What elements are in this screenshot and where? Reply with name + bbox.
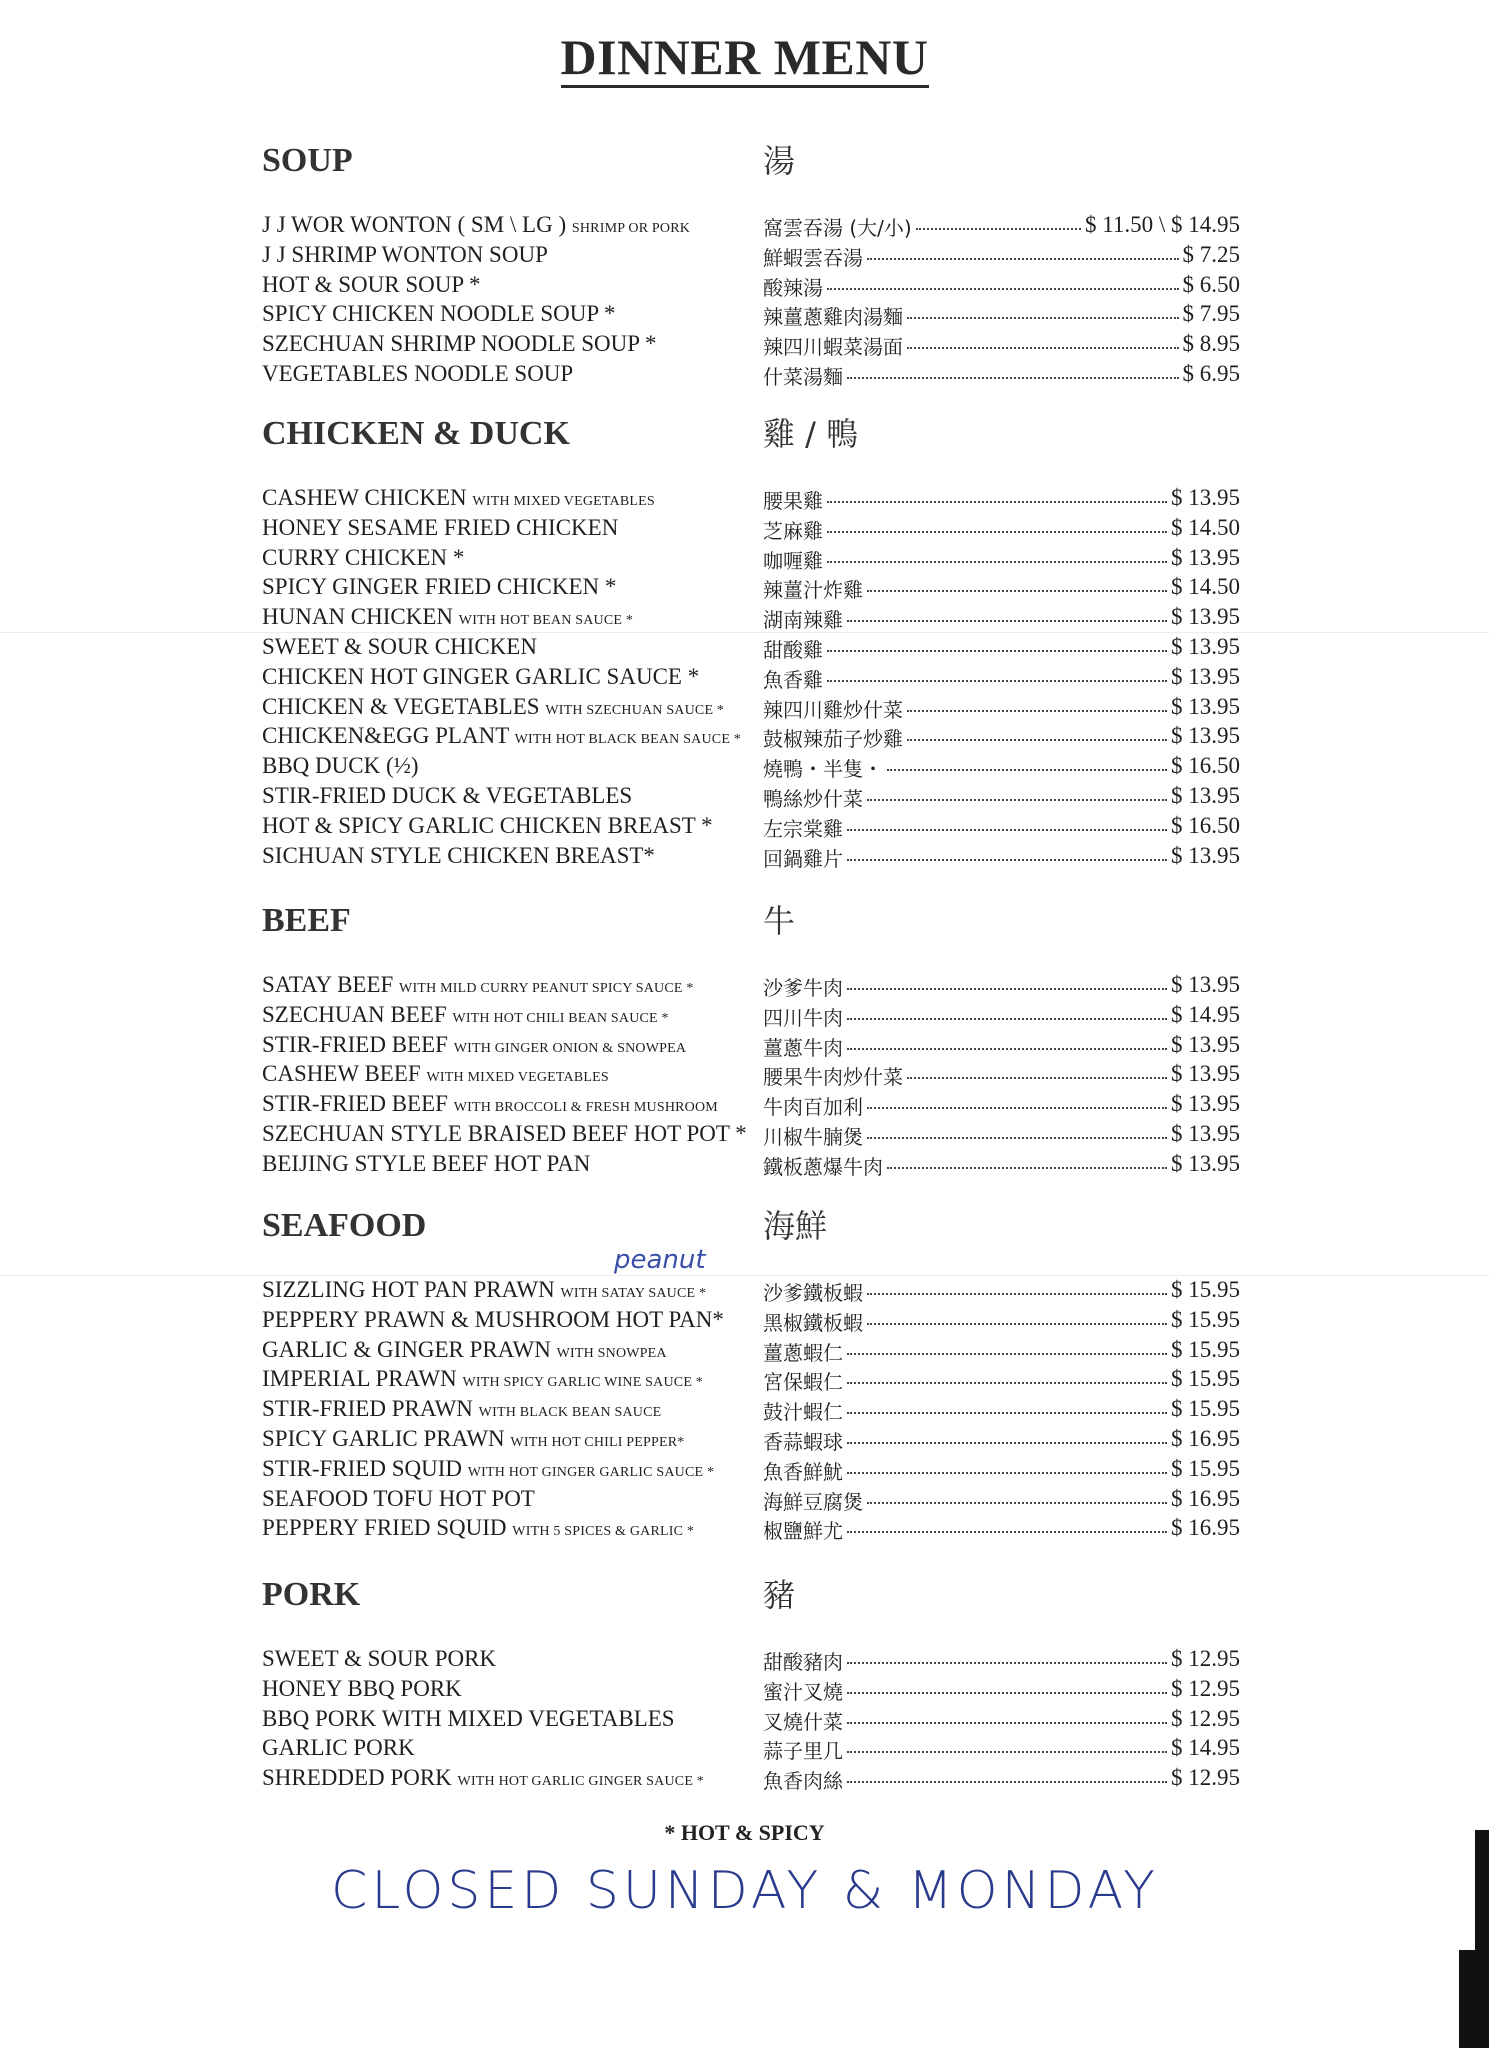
menu-item-name-block <box>262 753 419 779</box>
menu-section <box>0 142 1489 391</box>
menu-item-name-block <box>262 1706 675 1732</box>
menu-item-name: CHICKEN&EGG PLANT <box>262 723 509 749</box>
menu-item-name-chinese: 薑蔥蝦仁 <box>763 1340 843 1365</box>
menu-item <box>0 694 1489 724</box>
menu-item-name-chinese: 左宗棠雞 <box>763 816 843 841</box>
menu-item-name-block <box>262 813 713 839</box>
menu-item-price: $ 16.95 <box>1171 1425 1240 1451</box>
menu-item <box>0 545 1489 575</box>
menu-item-name-block <box>262 972 694 998</box>
dot-leader <box>867 1323 1167 1325</box>
menu-item-name-chinese: 辣薑蔥雞肉湯麵 <box>763 305 903 330</box>
menu-item-price: $ 15.95 <box>1171 1366 1240 1392</box>
menu-item-name-chinese: 叉燒什菜 <box>763 1709 843 1734</box>
menu-item-name-block <box>262 1765 704 1791</box>
menu-item-price: $ 6.50 <box>1182 271 1240 297</box>
menu-item-name: SHREDDED PORK <box>262 1765 452 1791</box>
menu-item-name-block <box>262 843 655 869</box>
menu-item <box>0 1121 1489 1151</box>
menu-item <box>0 664 1489 694</box>
menu-item-name-chinese: 燒鴨・半隻・ <box>763 757 883 782</box>
section-title-chinese: 牛 <box>763 902 796 940</box>
dot-leader <box>827 680 1167 682</box>
dot-leader <box>847 1472 1167 1474</box>
menu-item-price: $ 13.95 <box>1171 842 1240 868</box>
menu-item-list <box>0 1277 1489 1545</box>
menu-item-name: STIR-FRIED BEEF <box>262 1031 448 1057</box>
dot-leader <box>847 1412 1167 1414</box>
menu-item-name-chinese: 香蒜蝦球 <box>763 1429 843 1454</box>
menu-item-note: WITH HOT CHILI BEAN SAUCE * <box>452 1010 669 1026</box>
menu-item-name: J J WOR WONTON ( SM \ LG ) <box>262 212 567 237</box>
menu-item-name: HUNAN CHICKEN <box>262 604 454 630</box>
menu-item-price: $ 7.95 <box>1182 301 1240 327</box>
menu-item-price: $ 15.95 <box>1171 1396 1240 1422</box>
menu-item-note: WITH SATAY SAUCE * <box>560 1286 707 1301</box>
menu-item-list <box>0 212 1489 391</box>
menu-item-name-chinese: 川椒牛腩煲 <box>763 1124 863 1149</box>
menu-item <box>0 1091 1489 1121</box>
section-title-chinese: 海鮮 <box>763 1207 828 1245</box>
menu-item-name: BBQ DUCK (½) <box>262 753 419 779</box>
dot-leader <box>887 1167 1167 1169</box>
dot-leader <box>847 829 1167 831</box>
menu-item-name-block <box>262 723 741 749</box>
dot-leader <box>827 561 1167 563</box>
menu-item-name: SWEET & SOUR CHICKEN <box>262 633 537 659</box>
menu-item-name: HOT & SOUR SOUP * <box>262 271 481 297</box>
menu-item-price: $ 14.50 <box>1171 514 1240 540</box>
dot-leader <box>867 1137 1167 1139</box>
menu-item <box>0 212 1489 242</box>
menu-item <box>0 1396 1489 1426</box>
menu-item-price: $ 13.95 <box>1171 972 1240 997</box>
dot-leader <box>907 710 1167 712</box>
menu-item-name: SEAFOOD TOFU HOT POT <box>262 1485 535 1511</box>
menu-item-name: HONEY SESAME FRIED CHICKEN <box>262 514 619 540</box>
menu-item-name-chinese: 魚香肉絲 <box>763 1769 843 1794</box>
menu-item-price: $ 14.95 <box>1171 1735 1240 1761</box>
menu-item-name: VEGETABLES NOODLE SOUP <box>262 360 574 386</box>
menu-item-name-block <box>262 1426 685 1452</box>
menu-item <box>0 361 1489 391</box>
menu-item-name-chinese: 魚香雞 <box>763 667 823 692</box>
menu-item <box>0 634 1489 664</box>
dot-leader <box>827 531 1167 533</box>
dot-leader <box>847 1531 1167 1533</box>
menu-item <box>0 783 1489 813</box>
menu-item-price: $ 11.50 \ $ 14.95 <box>1084 212 1240 237</box>
dot-leader <box>916 228 1081 230</box>
menu-item-name-block <box>262 301 616 327</box>
menu-item <box>0 515 1489 545</box>
menu-item-name: SPICY GARLIC PRAWN <box>262 1425 505 1451</box>
menu-item-name-chinese: 窩雲吞湯 (大/小) <box>763 216 912 240</box>
dot-leader <box>907 1077 1167 1079</box>
menu-item-name: IMPERIAL PRAWN <box>262 1366 457 1392</box>
menu-item-list <box>0 485 1489 872</box>
menu-item <box>0 843 1489 873</box>
menu-item-name: SICHUAN STYLE CHICKEN BREAST* <box>262 842 655 868</box>
menu-item-name-chinese: 宮保蝦仁 <box>763 1370 843 1395</box>
menu-item-name-block <box>262 212 690 238</box>
menu-item-name-block <box>262 1061 609 1087</box>
dot-leader <box>867 1502 1167 1504</box>
svg-text:CLOSED SUNDAY & MONDAY: CLOSED SUNDAY & MONDAY <box>331 1861 1159 1921</box>
section-header <box>0 415 1489 475</box>
section-title: PORK <box>262 1576 361 1613</box>
section-title: SEAFOOD <box>262 1207 427 1244</box>
menu-item <box>0 1646 1489 1676</box>
menu-item-note: WITH MILD CURRY PEANUT SPICY SAUCE * <box>399 981 694 996</box>
menu-item <box>0 1765 1489 1795</box>
menu-item-name: GARLIC PORK <box>262 1735 415 1761</box>
menu-item-name: STIR-FRIED PRAWN <box>262 1396 473 1422</box>
menu-item-name-block <box>262 1151 590 1177</box>
dot-leader <box>847 1018 1167 1020</box>
menu-item-name-chinese: 沙爹鐵板蝦 <box>763 1281 863 1305</box>
menu-item-price: $ 13.95 <box>1171 782 1240 808</box>
section-title-chinese: 湯 <box>763 142 796 180</box>
menu-item-note: WITH BLACK BEAN SAUCE <box>478 1405 662 1421</box>
menu-item-price: $ 15.95 <box>1171 1306 1240 1332</box>
dot-leader <box>847 1662 1167 1664</box>
section-header <box>0 1207 1489 1267</box>
menu-item <box>0 485 1489 515</box>
fold-line <box>0 632 1489 633</box>
menu-item-name-block <box>262 515 618 541</box>
menu-item <box>0 331 1489 361</box>
menu-item-note: WITH 5 SPICES & GARLIC * <box>512 1524 695 1540</box>
menu-item-note: WITH MIXED VEGETABLES <box>426 1070 609 1086</box>
menu-item <box>0 1515 1489 1545</box>
menu-item-price: $ 6.95 <box>1182 360 1240 386</box>
menu-item-price: $ 15.95 <box>1171 1277 1240 1302</box>
menu-item-price: $ 13.95 <box>1171 1150 1240 1176</box>
dot-leader <box>847 1353 1167 1355</box>
menu-item-name: STIR-FRIED DUCK & VEGETABLES <box>262 782 633 808</box>
menu-item <box>0 1676 1489 1706</box>
menu-item-name: BEIJING STYLE BEEF HOT PAN <box>262 1150 591 1176</box>
menu-item-name-chinese: 鮮蝦雲吞湯 <box>763 245 863 270</box>
menu-item-name-chinese: 蜜汁叉燒 <box>763 1679 843 1704</box>
menu-item-name-chinese: 腰果雞 <box>763 489 823 513</box>
menu-item-name-chinese: 咖喱雞 <box>763 548 823 573</box>
menu-item-price: $ 13.95 <box>1171 723 1240 749</box>
menu-item-name: J J SHRIMP WONTON SOUP <box>262 241 548 267</box>
menu-item-note: WITH HOT GARLIC GINGER SAUCE * <box>457 1774 704 1790</box>
menu-item-name: GARLIC & GINGER PRAWN <box>262 1336 551 1362</box>
dot-leader <box>867 1107 1167 1109</box>
section-title: BEEF <box>262 902 351 939</box>
menu-item-name-block <box>262 783 632 809</box>
menu-item-name-block <box>262 1456 714 1482</box>
menu-item-price: $ 7.25 <box>1182 241 1240 267</box>
menu-item <box>0 1032 1489 1062</box>
menu-item-name-chinese: 黑椒鐵板蝦 <box>763 1310 863 1335</box>
menu-item-price: $ 13.95 <box>1171 1091 1240 1117</box>
menu-item-price: $ 13.95 <box>1171 663 1240 689</box>
menu-item-price: $ 8.95 <box>1182 331 1240 357</box>
menu-item-name: PEPPERY FRIED SQUID <box>262 1515 507 1541</box>
menu-item-name-chinese: 什菜湯麵 <box>763 364 843 389</box>
menu-item-name-chinese: 湖南辣雞 <box>763 608 843 633</box>
menu-item-name-block <box>262 1307 724 1333</box>
menu-item-name: BBQ PORK WITH MIXED VEGETABLES <box>262 1705 675 1731</box>
menu-item-name-block <box>262 664 699 690</box>
dot-leader <box>867 590 1167 592</box>
dot-leader <box>867 1293 1167 1295</box>
menu-item-note: WITH HOT CHILI PEPPER* <box>510 1434 685 1450</box>
svg-text:peanut: peanut <box>614 1245 706 1275</box>
dot-leader <box>907 739 1167 741</box>
menu-item-name-block <box>262 634 537 660</box>
menu-item-price: $ 13.95 <box>1171 604 1240 630</box>
menu-item-note: WITH GINGER ONION & SNOWPEA <box>453 1040 687 1056</box>
menu-item <box>0 1456 1489 1486</box>
menu-item-name: STIR-FRIED SQUID <box>262 1455 462 1481</box>
menu-item <box>0 1061 1489 1091</box>
hot-spicy-legend: * HOT & SPICY <box>664 1820 825 1845</box>
dot-leader <box>847 859 1167 861</box>
menu-item-name-chinese: 回鍋雞片 <box>763 846 843 871</box>
menu-item-name: HONEY BBQ PORK <box>262 1675 462 1701</box>
menu-item-name: PEPPERY PRAWN & MUSHROOM HOT PAN* <box>262 1306 724 1332</box>
menu-item-name: SPICY GINGER FRIED CHICKEN * <box>262 574 617 600</box>
dot-leader <box>887 769 1167 771</box>
menu-item-name-chinese: 牛肉百加利 <box>763 1095 863 1120</box>
menu-item-price: $ 12.95 <box>1171 1765 1240 1791</box>
handwritten-peanut-note <box>612 1240 722 1285</box>
dot-leader <box>867 799 1167 801</box>
menu-item-name-block <box>262 1337 667 1363</box>
dot-leader <box>907 347 1179 349</box>
dot-leader <box>827 288 1179 290</box>
dot-leader <box>847 1692 1167 1694</box>
menu-item-name-chinese: 蒜子里几 <box>763 1739 843 1764</box>
dot-leader <box>847 1382 1167 1384</box>
menu-item <box>0 1277 1489 1307</box>
menu-item-name-block <box>262 694 724 720</box>
menu-section <box>0 415 1489 872</box>
menu-item-name: STIR-FRIED BEEF <box>262 1091 448 1117</box>
menu-item-name-block <box>262 574 616 600</box>
handwritten-closed-note <box>0 1840 1489 1945</box>
fold-line <box>0 1275 1489 1276</box>
dot-leader <box>847 988 1167 990</box>
menu-item <box>0 1366 1489 1396</box>
dot-leader <box>847 1781 1167 1783</box>
menu-item-name-chinese: 甜酸豬肉 <box>763 1650 843 1674</box>
menu-item-name: CASHEW BEEF <box>262 1061 421 1087</box>
menu-item-name-block <box>262 485 655 511</box>
menu-item-name: SZECHUAN BEEF <box>262 1001 447 1027</box>
menu-item-price: $ 13.95 <box>1171 693 1240 719</box>
menu-item-name: CHICKEN & VEGETABLES <box>262 693 540 719</box>
dot-leader <box>847 377 1179 379</box>
menu-item-name-block <box>262 1121 747 1147</box>
menu-item-name-block <box>262 1002 669 1028</box>
menu-section <box>0 1576 1489 1795</box>
section-title-chinese: 雞 / 鴨 <box>763 415 859 453</box>
menu-item-note: WITH SPICY GARLIC WINE SAUCE * <box>462 1375 703 1391</box>
menu-item <box>0 1151 1489 1181</box>
menu-item-price: $ 13.95 <box>1171 1061 1240 1087</box>
menu-item-name-chinese: 甜酸雞 <box>763 637 823 662</box>
menu-item-price: $ 14.95 <box>1171 1001 1240 1027</box>
menu-item-price: $ 15.95 <box>1171 1336 1240 1362</box>
menu-item <box>0 723 1489 753</box>
menu-item-note: WITH HOT BLACK BEAN SAUCE * <box>514 732 741 748</box>
menu-item-price: $ 13.95 <box>1171 485 1240 510</box>
menu-item-price: $ 16.95 <box>1171 1485 1240 1511</box>
menu-item-name: CASHEW CHICKEN <box>262 485 467 510</box>
menu-item-name-block <box>262 545 464 571</box>
dot-leader <box>867 258 1179 260</box>
menu-item-name-chinese: 魚香鮮魷 <box>763 1459 843 1484</box>
menu-item-name-block <box>262 361 573 387</box>
menu-item-name-chinese: 腰果牛肉炒什菜 <box>763 1065 903 1090</box>
menu-item <box>0 753 1489 783</box>
dot-leader <box>847 1751 1167 1753</box>
menu-item-note: WITH BROCCOLI & FRESH MUSHROOM <box>453 1100 718 1116</box>
dot-leader <box>907 317 1179 319</box>
menu-item-note: WITH SZECHUAN SAUCE * <box>545 702 725 718</box>
menu-item-name: SIZZLING HOT PAN PRAWN <box>262 1277 555 1302</box>
menu-item-price: $ 13.95 <box>1171 1031 1240 1057</box>
menu-item-name: SATAY BEEF <box>262 972 394 997</box>
menu-item-name-block <box>262 1676 462 1702</box>
menu-item-list <box>0 972 1489 1181</box>
menu-item-note: WITH HOT GINGER GARLIC SAUCE * <box>467 1464 715 1480</box>
page-title: DINNER MENU <box>0 28 1489 86</box>
menu-item <box>0 1706 1489 1736</box>
menu-item <box>0 1735 1489 1765</box>
section-title: CHICKEN & DUCK <box>262 415 570 452</box>
menu-item-name-chinese: 辣四川蝦菜湯面 <box>763 335 903 360</box>
menu-item-name-chinese: 鼓椒辣茄子炒雞 <box>763 727 903 752</box>
menu-item-name: SPICY CHICKEN NOODLE SOUP * <box>262 301 616 327</box>
menu-section <box>0 1207 1489 1545</box>
menu-item-name-chinese: 辣薑汁炸雞 <box>763 578 863 603</box>
menu-item-name: SZECHUAN SHRIMP NOODLE SOUP * <box>262 331 657 357</box>
menu-item-note: WITH MIXED VEGETABLES <box>472 494 655 509</box>
menu-item <box>0 301 1489 331</box>
section-header <box>0 142 1489 202</box>
menu-item-name-chinese: 酸辣湯 <box>763 275 823 300</box>
menu-item <box>0 813 1489 843</box>
menu-item-price: $ 12.95 <box>1171 1705 1240 1731</box>
dot-leader <box>827 650 1167 652</box>
menu-item-price: $ 13.95 <box>1171 544 1240 570</box>
menu-item <box>0 1337 1489 1367</box>
section-title-chinese: 豬 <box>763 1576 796 1614</box>
scan-edge <box>1459 1950 1489 2048</box>
menu-item-name-chinese: 鐵板蔥爆牛肉 <box>763 1154 883 1179</box>
menu-item-name: SZECHUAN STYLE BRAISED BEEF HOT POT * <box>262 1120 747 1146</box>
section-header <box>0 1576 1489 1636</box>
menu-item-name-chinese: 薑蔥牛肉 <box>763 1035 843 1060</box>
section-header <box>0 902 1489 962</box>
menu-item-price: $ 13.95 <box>1171 633 1240 659</box>
menu-item-price: $ 16.50 <box>1171 812 1240 838</box>
menu-item-price: $ 13.95 <box>1171 1120 1240 1146</box>
menu-item-name: CURRY CHICKEN * <box>262 544 465 570</box>
menu-item-name-chinese: 鴨絲炒什菜 <box>763 786 863 811</box>
menu-item-name: HOT & SPICY GARLIC CHICKEN BREAST * <box>262 812 713 838</box>
section-title: SOUP <box>262 142 353 179</box>
menu-item-name-block <box>262 1515 694 1541</box>
menu-item-list <box>0 1646 1489 1795</box>
menu-item-name-chinese: 鼓汁蝦仁 <box>763 1400 843 1425</box>
menu-item-price: $ 12.95 <box>1171 1675 1240 1701</box>
menu-item-name-chinese: 芝麻雞 <box>763 518 823 543</box>
menu-item <box>0 242 1489 272</box>
menu-item-note: SHRIMP OR PORK <box>571 221 691 236</box>
menu-item-name-block <box>262 331 656 357</box>
menu-item-name-chinese: 四川牛肉 <box>763 1005 843 1030</box>
menu-item <box>0 574 1489 604</box>
menu-section <box>0 902 1489 1181</box>
dot-leader <box>827 501 1167 503</box>
menu-item-name-block <box>262 1396 661 1422</box>
menu-item <box>0 1426 1489 1456</box>
menu-item-price: $ 15.95 <box>1171 1455 1240 1481</box>
menu-item-name-chinese: 辣四川雞炒什菜 <box>763 697 903 722</box>
menu-item <box>0 1307 1489 1337</box>
menu-item-name-block <box>262 1646 496 1672</box>
menu-item-note: WITH HOT BEAN SAUCE * <box>458 613 634 629</box>
menu-item <box>0 1486 1489 1516</box>
menu-item-name-block <box>262 1366 703 1392</box>
menu-item-name-chinese: 沙爹牛肉 <box>763 976 843 1000</box>
menu-item-name-block <box>262 604 633 630</box>
menu-item-name-block <box>262 1735 415 1761</box>
menu-item <box>0 272 1489 302</box>
menu-item-name-block <box>262 1486 535 1512</box>
menu-item-price: $ 16.50 <box>1171 753 1240 779</box>
menu-item-name: SWEET & SOUR PORK <box>262 1646 497 1671</box>
menu-item-name-block <box>262 272 481 298</box>
dot-leader <box>847 1442 1167 1444</box>
menu-item-name-chinese: 椒鹽鮮尤 <box>763 1519 843 1544</box>
menu-item-name-chinese: 海鮮豆腐煲 <box>763 1489 863 1514</box>
dot-leader <box>847 620 1167 622</box>
menu-item <box>0 604 1489 634</box>
menu-item-name-block <box>262 242 548 268</box>
menu-item-name: CHICKEN HOT GINGER GARLIC SAUCE * <box>262 663 700 689</box>
menu-item-price: $ 14.50 <box>1171 574 1240 600</box>
menu-item-price: $ 16.95 <box>1171 1515 1240 1541</box>
dot-leader <box>847 1048 1167 1050</box>
menu-item <box>0 972 1489 1002</box>
menu-item-name-block <box>262 1032 686 1058</box>
menu-item <box>0 1002 1489 1032</box>
menu-item-note: WITH SNOWPEA <box>556 1345 667 1361</box>
menu-item-price: $ 12.95 <box>1171 1646 1240 1671</box>
menu-item-name-block <box>262 1091 718 1117</box>
dot-leader <box>847 1722 1167 1724</box>
